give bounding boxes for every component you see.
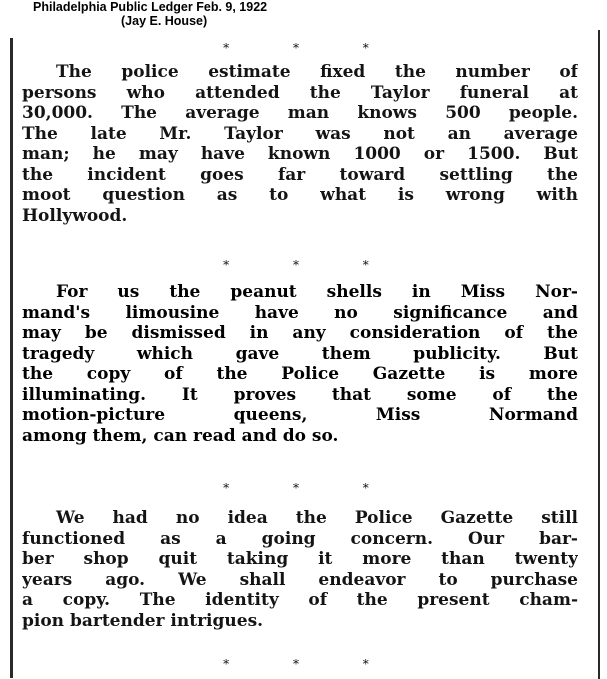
section-separator: * * * (223, 258, 399, 272)
text-line: The police estimate fixed the number of (56, 62, 578, 82)
section-separator: * * * (223, 657, 399, 671)
text-line: moot question as to what is wrong with (22, 185, 578, 205)
text-line: pion bartender intrigues. (22, 610, 264, 631)
text-line: For us the peanut shells in Miss Nor- (56, 282, 578, 302)
text-line: We had no idea the Police Gazette still (56, 508, 578, 528)
clipping-caption (0, 0, 320, 28)
text-line: the copy of the Police Gazette is more (22, 364, 578, 384)
text-line: motion-picture queens, Miss Normand (22, 405, 578, 425)
text-line: tragedy which gave them publicity. But (22, 343, 578, 364)
text-line: a copy. The identity of the present cham- (22, 590, 578, 610)
text-line: among them, can read and do so. (22, 425, 339, 446)
paragraph-police-gazette (22, 508, 578, 631)
text-line: years ago. We shall endeavor to purchase (22, 569, 578, 590)
newspaper-clipping (0, 30, 600, 679)
text-line: the incident goes far toward settling the (22, 164, 578, 185)
caption-source-date: Philadelphia Public Ledger Feb. 9, 1922 (33, 0, 268, 14)
text-line: illuminating. It proves that some of the (22, 384, 578, 405)
column-rule-left (10, 38, 13, 678)
section-separator: * * * (223, 481, 399, 495)
text-line: The late Mr. Taylor was not an average (22, 123, 578, 144)
caption-author: (Jay E. House) (121, 14, 208, 28)
column-rule-right (598, 30, 600, 679)
text-line: ber shop quit taking it more than twenty (22, 549, 578, 569)
section-separator: * * * (223, 41, 399, 55)
text-line: may be dismissed in any consideration of the (22, 323, 578, 343)
paragraph-taylor-funeral (22, 62, 578, 226)
text-line: 30,000. The average man knows 500 people. (22, 103, 578, 123)
text-line: mand's limousine have no significance and (22, 302, 578, 323)
text-line: functioned as a going concern. Our bar- (22, 528, 578, 549)
text-line: Hollywood. (22, 205, 128, 226)
text-line: persons who attended the Taylor funeral at (22, 82, 578, 103)
text-line: man; he may have known 1000 or 1500. But (22, 144, 578, 164)
paragraph-normand-limousine (22, 282, 578, 446)
